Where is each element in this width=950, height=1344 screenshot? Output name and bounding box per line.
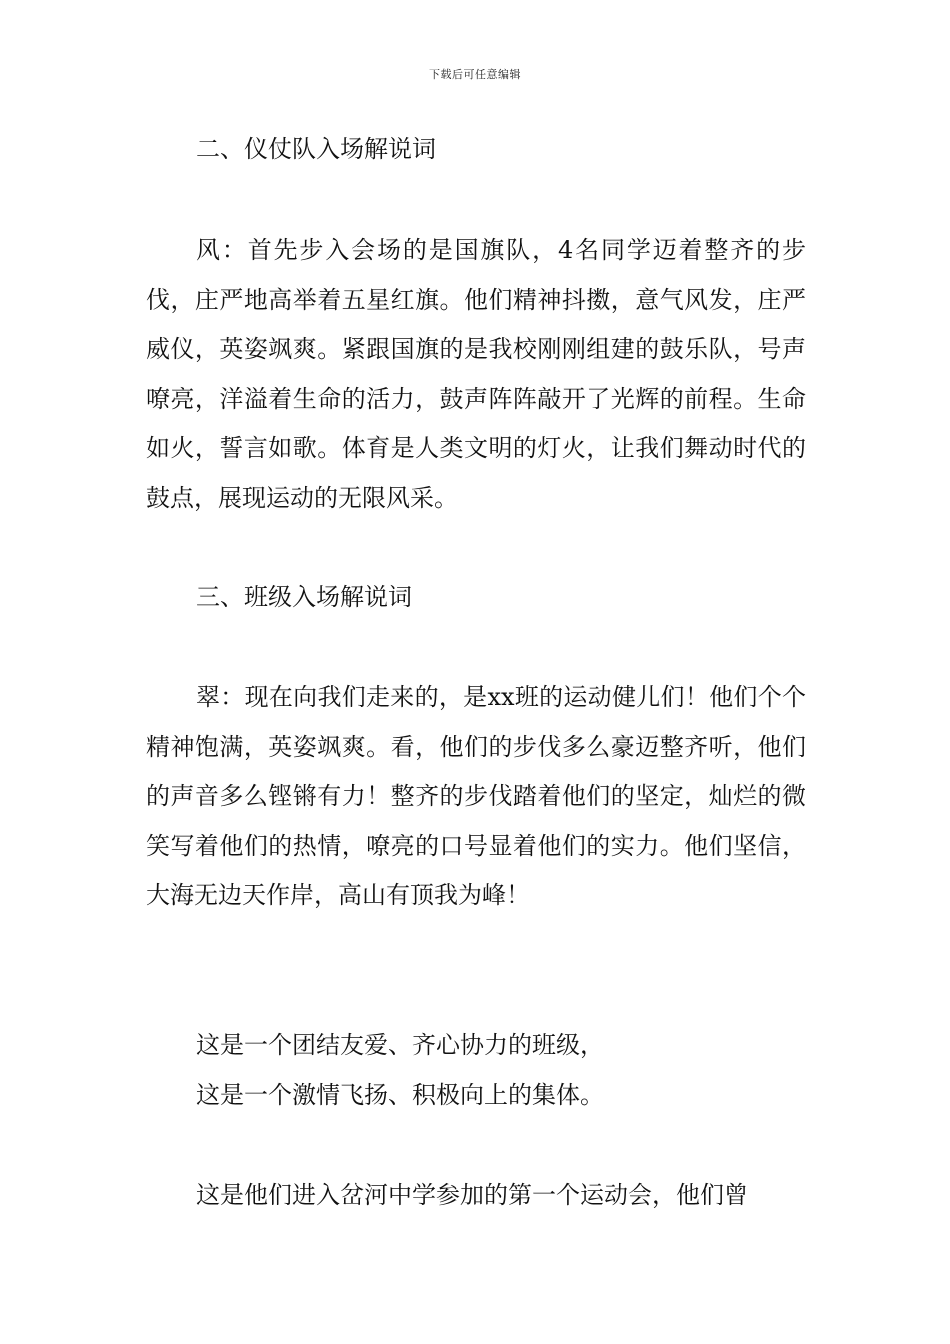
text-line-unity: 这是一个团结友爱、齐心协力的班级，: [196, 1031, 604, 1059]
header-note: 下载后可任意编辑: [429, 68, 521, 81]
section-heading-class-entry: 三、班级入场解说词: [196, 583, 412, 611]
paragraph-class-entry: 翠：现在向我们走来的，是xx班的运动健儿们！他们个个精神饱满，英姿飒爽。看，他们的步伐多么豪迈整齐听，他们的声音多么铿锵有力！整齐的步伐踏着他们的坚定，灿烂的微笑写着他们的热情，嘹亮的口号显着他们的实力。他们坚信，大海无边天作岸，高山有顶我为峰！: [146, 683, 806, 909]
section-heading-honor-guard: 二、仪仗队入场解说词: [196, 135, 436, 163]
text-line-passion: 这是一个激情飞扬、积极向上的集体。: [196, 1081, 604, 1109]
text-line-first-meet: 这是他们进入岔河中学参加的第一个运动会，他们曾: [196, 1181, 748, 1209]
paragraph-honor-guard: 风：首先步入会场的是国旗队，4名同学迈着整齐的步伐，庄严地高举着五星红旗。他们精神抖擞，意气风发，庄严威仪，英姿飒爽。紧跟国旗的是我校刚刚组建的鼓乐队，号声嘹亮，洋溢着生命的活力，鼓声阵阵敲开了光辉的前程。生命如火，誓言如歌。体育是人类文明的灯火，让我们舞动时代的鼓点，展现运动的无限风采。: [146, 236, 806, 512]
